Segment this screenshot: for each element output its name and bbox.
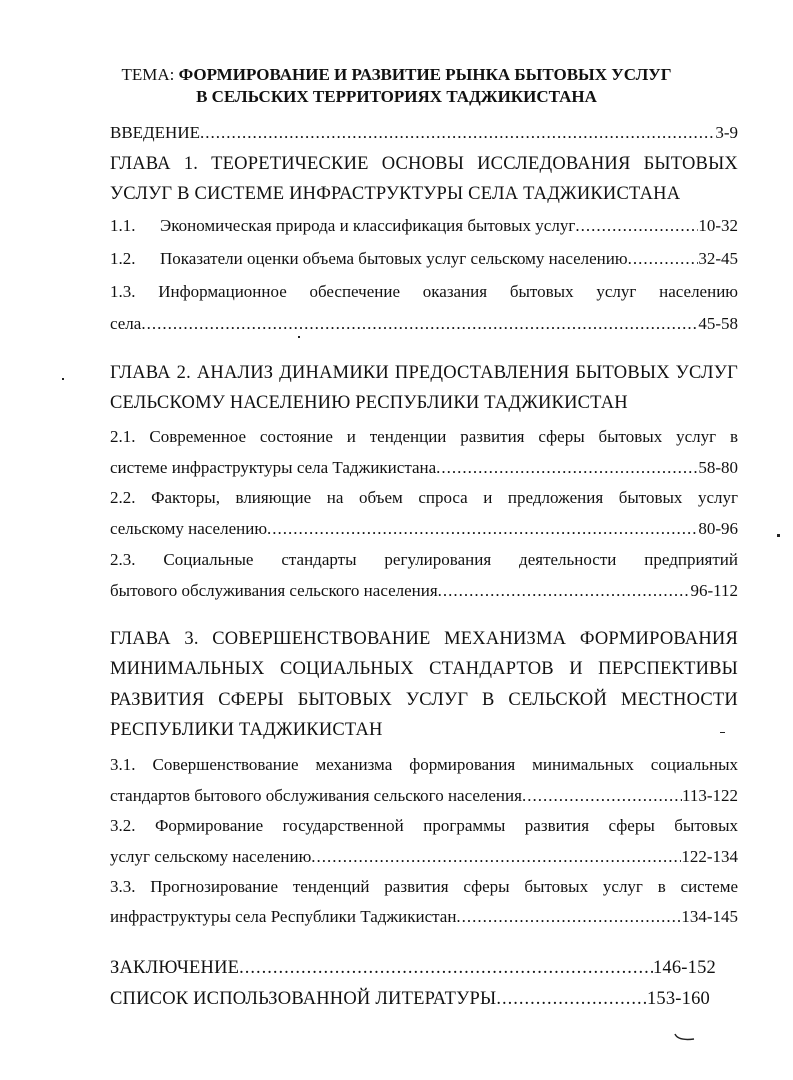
section-title: бытового обслуживания сельского населения: [110, 581, 438, 600]
chapter-1-heading-line-1: ГЛАВА 1. ТЕОРЕТИЧЕСКИЕ ОСНОВЫ ИССЛЕДОВАНИЯ БЫТОВЫХ: [110, 154, 738, 174]
chapter-2-heading-line-1: ГЛАВА 2. АНАЛИЗ ДИНАМИКИ ПРЕДОСТАВЛЕНИЯ БЫТОВЫХ УСЛУГ: [110, 363, 738, 383]
scan-speck: [777, 534, 780, 537]
scan-speck: [298, 336, 300, 338]
toc-references-label: СПИСОК ИСПОЛЬЗОВАННОЙ ЛИТЕРАТУРЫ: [110, 989, 497, 1009]
toc-conclusion: [110, 957, 716, 979]
toc-section-3-2-line-1: 3.2. Формирование государственной программы развития сферы бытовых: [110, 816, 738, 835]
section-title: села: [110, 314, 142, 333]
toc-intro-pages: 3-9: [715, 123, 738, 142]
section-title: Экономическая природа и классификация бытовых услуг: [160, 216, 576, 235]
section-pages: 80-96: [698, 519, 738, 538]
toc-section-3-1-line-1: 3.1. Совершенствование механизма формирования минимальных социальных: [110, 755, 738, 774]
toc-section-1-1: [110, 215, 738, 237]
section-pages: 58-80: [698, 458, 738, 477]
leader-dots: [267, 518, 698, 540]
scan-mark: [672, 1030, 698, 1044]
toc-section-3-3-line-2: [110, 906, 738, 928]
section-pages: 96-112: [690, 581, 738, 600]
topic-title-bold-1: ФОРМИРОВАНИЕ И РАЗВИТИЕ РЫНКА БЫТОВЫХ УСЛУГ: [178, 65, 672, 84]
topic-title-bold-2: В СЕЛЬСКИХ ТЕРРИТОРИЯХ ТАДЖИКИСТАНА: [196, 87, 597, 106]
section-pages: 134-145: [681, 907, 738, 926]
toc-section-1-3-line-2: [110, 313, 738, 335]
section-title: инфраструктуры села Республики Таджикистан: [110, 907, 457, 926]
toc-section-2-2-line-1: 2.2. Факторы, влияющие на объем спроса и предложения бытовых услуг: [110, 488, 738, 507]
section-number: 1.1.: [110, 216, 136, 235]
leader-dots: [522, 785, 682, 807]
toc-references-pages: 153-160: [646, 989, 710, 1009]
leader-dots: [239, 957, 653, 979]
leader-dots: [575, 215, 698, 237]
leader-dots: [496, 988, 647, 1010]
scan-speck: [62, 378, 64, 380]
section-pages: 32-45: [698, 249, 738, 268]
topic-title-line-1: [0, 64, 793, 86]
section-number: 1.2.: [110, 249, 136, 268]
toc-section-1-3-line-1: 1.3. Информационное обеспечение оказания бытовых услуг населению: [110, 282, 738, 301]
leader-dots: [311, 846, 681, 868]
chapter-3-heading-line-3: РАЗВИТИЯ СФЕРЫ БЫТОВЫХ УСЛУГ В СЕЛЬСКОЙ МЕСТНОСТИ: [110, 690, 738, 710]
section-pages: 10-32: [698, 216, 738, 235]
section-title: Показатели оценки объема бытовых услуг сельскому населению: [160, 249, 628, 268]
toc-section-3-1-line-2: [110, 785, 738, 807]
toc-section-2-1-line-2: [110, 457, 738, 479]
section-pages: 45-58: [698, 314, 738, 333]
toc-conclusion-label: ЗАКЛЮЧЕНИЕ: [110, 958, 240, 978]
leader-dots: [438, 580, 691, 602]
toc-section-2-3-line-2: [110, 580, 738, 602]
leader-dots: [141, 313, 698, 335]
section-title: системе инфраструктуры села Таджикистана: [110, 458, 437, 477]
toc-intro: [110, 122, 738, 144]
leader-dots: [436, 457, 698, 479]
chapter-3-heading-line-4: РЕСПУБЛИКИ ТАДЖИКИСТАН: [110, 720, 383, 740]
toc-section-2-1-line-1: 2.1. Современное состояние и тенденции развития сферы бытовых услуг в: [110, 427, 738, 446]
toc-section-3-2-line-2: [110, 846, 738, 868]
scan-speck: [720, 732, 725, 733]
toc-section-3-3-line-1: 3.3. Прогнозирование тенденций развития сферы бытовых услуг в системе: [110, 877, 738, 896]
topic-prefix: ТЕМА:: [121, 65, 179, 84]
toc-intro-label: ВВЕДЕНИЕ: [110, 123, 200, 142]
leader-dots: [628, 248, 699, 270]
topic-title-line-2: [0, 86, 793, 108]
chapter-1-heading-line-2: УСЛУГ В СИСТЕМЕ ИНФРАСТРУКТУРЫ СЕЛА ТАДЖИКИСТАНА: [110, 184, 681, 204]
toc-section-2-2-line-2: [110, 518, 738, 540]
chapter-3-heading-line-2: МИНИМАЛЬНЫХ СОЦИАЛЬНЫХ СТАНДАРТОВ И ПЕРСПЕКТИВЫ: [110, 659, 738, 679]
section-title: услуг сельскому населению: [110, 847, 312, 866]
section-title: сельскому населению: [110, 519, 268, 538]
section-pages: 122-134: [681, 847, 738, 866]
toc-section-2-3-line-1: 2.3. Социальные стандарты регулирования деятельности предприятий: [110, 550, 738, 569]
leader-dots: [456, 906, 681, 928]
leader-dots: [200, 122, 715, 144]
section-title: стандартов бытового обслуживания сельского населения: [110, 786, 522, 805]
section-pages: 113-122: [681, 786, 738, 805]
toc-section-1-2: [110, 248, 738, 270]
toc-references: [110, 988, 710, 1010]
chapter-2-heading-line-2: СЕЛЬСКОМУ НАСЕЛЕНИЮ РЕСПУБЛИКИ ТАДЖИКИСТАН: [110, 393, 628, 413]
chapter-3-heading-line-1: ГЛАВА 3. СОВЕРШЕНСТВОВАНИЕ МЕХАНИЗМА ФОРМИРОВАНИЯ: [110, 629, 738, 649]
toc-conclusion-pages: 146-152: [652, 958, 716, 978]
